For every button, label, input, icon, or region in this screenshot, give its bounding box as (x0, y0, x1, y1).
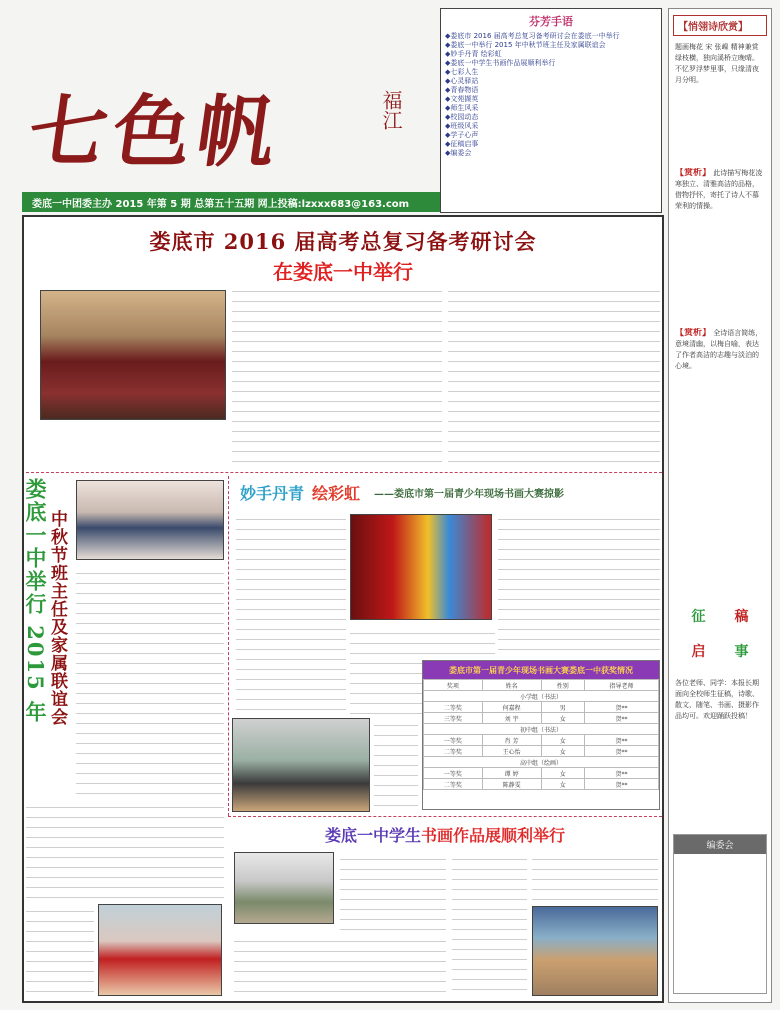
table-cell: 女 (541, 746, 584, 757)
toc-item[interactable]: ◆青春物语 (445, 86, 479, 94)
toc-item[interactable]: ◆学子心声 (445, 131, 479, 139)
award-table-grid (423, 679, 659, 790)
award-table (422, 660, 660, 810)
poetry-section-title: 【悄翎诗欣赏】 (673, 15, 767, 36)
contest-headline (240, 480, 660, 504)
mid-autumn-article-end (26, 904, 94, 996)
mid-autumn-article (76, 566, 224, 796)
toc-item[interactable]: ◆妙手丹青 绘彩虹 (445, 50, 502, 58)
table-cell: 二等奖 (424, 746, 483, 757)
zg-char: 启 (691, 643, 706, 660)
mid-autumn-photo (76, 480, 224, 560)
logo-text: 七色帆 (22, 87, 288, 178)
table-header: 指导老师 (584, 680, 658, 691)
analysis-tag: 【赏析】 (675, 168, 712, 178)
contest-headline-part3: ——娄底市第一届青少年现场书画大赛掠影 (374, 488, 565, 500)
table-row (424, 702, 659, 713)
headline-main: 娄底市 2016 届高考总复习备考研讨会 (149, 229, 537, 254)
analysis-text: 全诗语言简练，意境清幽，以梅自喻，表达了作者高洁的志趣与淡泊的心境。 (675, 329, 763, 370)
table-cell: 三等奖 (424, 713, 483, 724)
table-header: 性别 (541, 680, 584, 691)
analysis-tag: 【赏析】 (675, 328, 712, 338)
exhibition-headline-part2: 书画作品展顺利举行 (421, 826, 566, 845)
toc-item[interactable]: ◆编委会 (445, 149, 472, 157)
table-row (424, 713, 659, 724)
table-cell: 贺** (584, 779, 658, 790)
toc-item[interactable]: ◆心灵驿站 (445, 77, 479, 85)
exhibition-outdoor-photo (532, 906, 658, 996)
table-group: 初中组（书法） (424, 724, 659, 735)
contest-article-col4 (374, 718, 418, 812)
contest-article-col1 (236, 512, 346, 712)
exhibition-article-col1 (340, 852, 446, 932)
logo-signature: 福江 (379, 90, 403, 130)
toc-item[interactable]: ◆娄底一中学生书画作品展顺利举行 (445, 59, 556, 67)
call-for-papers-title (677, 598, 763, 668)
zg-char: 稿 (734, 608, 749, 625)
side-headline-red: 中秋节班主任及家属联谊会 (47, 510, 67, 726)
side-headline-green: 娄底一中举行 2015 年 (23, 478, 48, 725)
table-cell: 女 (541, 768, 584, 779)
toc-item[interactable]: ◆征稿启事 (445, 140, 479, 148)
table-cell: 何嘉程 (482, 702, 541, 713)
editorial-board-title: 编委会 (674, 835, 766, 854)
table-cell: 一等奖 (424, 768, 483, 779)
table-row (424, 779, 659, 790)
table-cell: 刘 宇 (482, 713, 541, 724)
table-cell: 贺** (584, 735, 658, 746)
issue-info-bar: 娄底一中团委主办 2015 年第 5 期 总第五十五期 网上投稿:lzxxx683@163.com (22, 192, 440, 212)
table-of-contents (440, 8, 662, 213)
conference-photo (40, 290, 226, 420)
article1-column-1 (232, 284, 442, 469)
exhibition-article-col2 (234, 934, 446, 996)
call-for-papers-text: 各位老师、同学：本报长期面向全校师生征稿，诗歌、散文、随笔、书画、摄影作品均可。欢迎踊跃投稿！ (675, 679, 759, 720)
masthead-logo (22, 60, 432, 180)
table-header-row (424, 680, 659, 691)
exhibition-article-col3 (452, 852, 527, 996)
zg-char: 事 (734, 643, 749, 660)
table-row (424, 768, 659, 779)
table-cell: 王心怡 (482, 746, 541, 757)
table-row (424, 735, 659, 746)
table-row (424, 746, 659, 757)
contest-headline-part1: 妙手丹青 (240, 483, 305, 503)
mid-autumn-photo-2 (98, 904, 222, 996)
toc-item[interactable]: ◆七彩人生 (445, 68, 479, 76)
toc-item[interactable]: ◆娄底市 2016 届高考总复习备考研讨会在娄底一中举行 (445, 32, 620, 40)
section-divider (228, 816, 662, 817)
table-cell: 贺** (584, 713, 658, 724)
table-cell: 女 (541, 735, 584, 746)
table-cell: 贺** (584, 768, 658, 779)
mid-autumn-article-cont (26, 800, 224, 900)
poem-analysis (669, 168, 771, 318)
editorial-board (673, 834, 767, 994)
right-sidebar (668, 8, 772, 1003)
award-table-banner: 娄底市第一届青少年现场书画大赛娄底一中获奖情况 (423, 661, 659, 679)
table-cell: 男 (541, 702, 584, 713)
contest-article-col2 (498, 512, 660, 657)
zg-char: 征 (691, 608, 706, 625)
toc-title: 芬芳手语 (529, 15, 573, 28)
analysis-text: 此诗描写梅花凌寒独立、清雅高洁的品格，借物抒怀，寄托了诗人不慕荣利的情操。 (675, 169, 763, 210)
poem-analysis-2 (669, 328, 771, 588)
table-group: 高中组（绘画） (424, 757, 659, 768)
exhibition-headline-part1: 娄底一中学生 (324, 826, 421, 845)
exhibition-photo (234, 852, 334, 924)
table-cell: 女 (541, 779, 584, 790)
column-divider (228, 476, 229, 816)
toc-item[interactable]: ◆班级风采 (445, 122, 479, 130)
table-cell: 女 (541, 713, 584, 724)
contest-headline-part2: 绘彩虹 (312, 483, 361, 503)
table-cell: 一等奖 (424, 735, 483, 746)
table-cell: 谭 婷 (482, 768, 541, 779)
toc-item[interactable]: ◆文苑撷英 (445, 95, 479, 103)
toc-item[interactable]: ◆娄底一中举行 2015 年中秋节班主任及家属联谊会 (445, 41, 606, 49)
section-divider (26, 472, 662, 473)
table-header: 姓名 (482, 680, 541, 691)
table-cell: 陈静雯 (482, 779, 541, 790)
headline-sub: 在娄底一中举行 (273, 260, 413, 284)
table-cell: 二等奖 (424, 779, 483, 790)
table-cell: 二等奖 (424, 702, 483, 713)
exhibition-article-col4 (532, 852, 658, 902)
table-cell: 贺** (584, 746, 658, 757)
toc-item[interactable]: ◆校园动态 (445, 113, 479, 121)
photo-caption (40, 425, 226, 465)
table-group: 小学组（书法） (424, 691, 659, 702)
table-cell: 贺** (584, 702, 658, 713)
table-header: 奖项 (424, 680, 483, 691)
article1-column-2 (448, 284, 660, 469)
toc-item[interactable]: ◆师生风采 (445, 104, 479, 112)
exhibition-headline (230, 823, 660, 846)
poem-text: 题画梅花 宋 张嵲 精神兼赏绿枝横，独向溪桥立晚晴。不忆罗浮梦里事，只缘清夜月分明。 (675, 43, 759, 84)
contest-group-photo (232, 718, 370, 812)
table-cell: 肖 芳 (482, 735, 541, 746)
contest-photo (350, 514, 492, 620)
